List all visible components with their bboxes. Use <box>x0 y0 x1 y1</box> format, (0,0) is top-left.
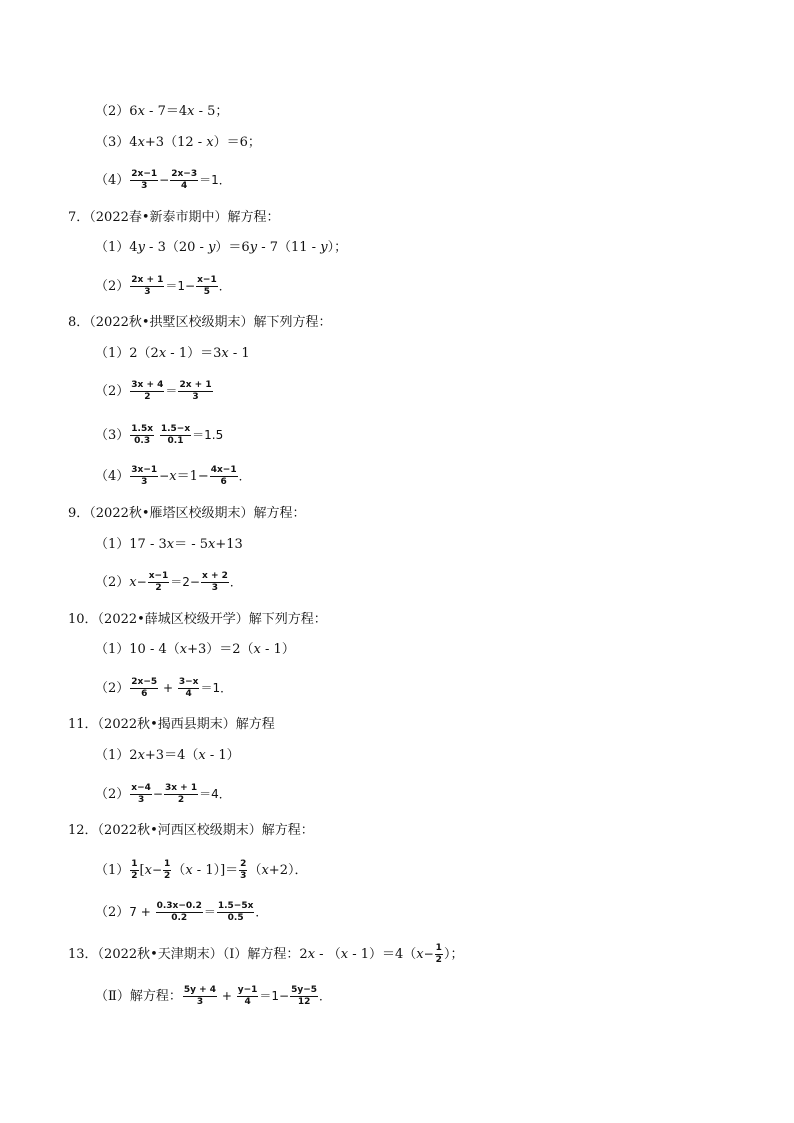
fraction-denominator: 0.3 <box>134 436 151 446</box>
fraction-numerator: 1 <box>164 859 171 869</box>
fraction-numerator: 1.5x <box>131 424 154 434</box>
math-text: 4 <box>129 135 138 150</box>
item-label: （2） <box>95 787 130 802</box>
fraction-numerator: x−1 <box>197 275 217 285</box>
math-variable: y <box>208 240 216 255</box>
math-text: ）； <box>327 240 348 255</box>
math-variable: x <box>416 947 424 962</box>
math-variable: x <box>137 748 145 763</box>
math-symbol <box>155 428 159 442</box>
math-symbol: − <box>159 469 170 483</box>
math-text: 13．（2022秋•天津期末）（Ⅰ）解方程：2 <box>68 947 308 962</box>
math-variable: y <box>320 240 328 255</box>
fraction <box>130 380 164 403</box>
fraction-numerator: 1.5−x <box>160 424 191 434</box>
math-symbol: + <box>159 681 177 695</box>
fraction <box>217 901 255 924</box>
fraction-numerator: 3x + 4 <box>131 380 164 390</box>
fraction-numerator: 0.3x−0.2 <box>156 901 202 911</box>
math-variable: x <box>179 642 188 657</box>
math-variable: x <box>144 863 152 878</box>
fraction-denominator: 4 <box>185 689 192 699</box>
fraction <box>178 677 200 700</box>
math-text: 4 <box>129 240 138 255</box>
math-text: - 1）]＝ <box>192 863 239 878</box>
fraction-denominator: 0.2 <box>171 913 188 923</box>
math-variable: x <box>206 135 214 150</box>
math-symbol: − <box>423 947 434 961</box>
math-text: 2 <box>129 748 138 763</box>
math-variable: x <box>187 104 195 119</box>
equation-item <box>95 423 223 448</box>
math-symbol: ＝1.5 <box>192 428 224 442</box>
math-text: [ <box>139 863 145 878</box>
equation-item <box>95 858 307 883</box>
fraction-denominator: 6 <box>141 689 148 699</box>
math-text: - 1） <box>260 642 295 657</box>
math-symbol: − <box>151 863 163 877</box>
fraction-denominator: 3 <box>141 477 148 487</box>
equation-item <box>95 464 251 489</box>
item-label: （2） <box>95 905 130 920</box>
equation-item <box>95 984 331 1009</box>
math-text: （ <box>172 863 186 878</box>
fraction-denominator: 0.5 <box>227 913 244 923</box>
math-symbol: ＝ <box>165 384 178 398</box>
math-variable: x <box>208 537 216 552</box>
math-symbol: ＝2− <box>170 575 200 589</box>
fraction <box>210 465 238 488</box>
fraction <box>130 424 154 447</box>
fraction-numerator: 5y + 4 <box>183 985 217 995</box>
equation-item <box>95 900 267 925</box>
math-variable: x <box>253 642 261 657</box>
fraction-denominator: 4 <box>244 997 251 1007</box>
fraction-denominator: 2 <box>155 583 162 593</box>
math-symbol: 7 + <box>129 905 155 919</box>
item-label: （1） <box>95 240 130 255</box>
fraction-denominator: 0.1 <box>167 436 184 446</box>
math-text: ）＝6 <box>215 240 250 255</box>
item-label: （1） <box>95 537 130 552</box>
math-symbol: − <box>159 173 170 187</box>
math-text: 10 - 4（ <box>129 642 180 657</box>
math-symbol: ＝ <box>203 905 216 919</box>
fraction-numerator: 3−x <box>178 677 199 687</box>
math-symbol: ． <box>255 905 268 919</box>
problem-heading: 11．（2022秋•揭西县期末）解方程 <box>68 717 275 732</box>
equation-item <box>95 782 231 807</box>
fraction-numerator: 2x + 1 <box>131 275 164 285</box>
fraction <box>196 275 218 298</box>
fraction <box>130 677 158 700</box>
fraction <box>163 859 171 882</box>
math-text: - 1）＝3 <box>166 346 222 361</box>
fraction-numerator: 2x−5 <box>131 677 158 687</box>
fraction <box>164 783 198 806</box>
item-label: （4） <box>95 469 130 484</box>
fraction <box>435 943 443 966</box>
math-text: - 1）＝4（ <box>348 947 417 962</box>
math-symbol: ＝1． <box>199 173 231 187</box>
problem-heading: 10．（2022•薛城区校级开学）解下列方程： <box>68 612 327 627</box>
fraction-numerator: 5y−5 <box>291 985 318 995</box>
math-text: ＝1− <box>176 469 209 484</box>
fraction-denominator: 3 <box>192 392 199 402</box>
fraction-denominator: 3 <box>240 871 247 881</box>
fraction-numerator: 1.5−5x <box>217 901 254 911</box>
fraction <box>130 465 158 488</box>
problem-heading <box>68 942 463 967</box>
fraction-denominator: 3 <box>144 287 151 297</box>
fraction <box>237 985 259 1008</box>
math-symbol: − <box>152 787 163 801</box>
fraction-denominator: 2 <box>177 795 185 805</box>
math-text: - 1 <box>228 346 250 361</box>
problem-heading: 8．（2022秋•拱墅区校级期末）解下列方程： <box>68 315 332 330</box>
math-variable: x <box>261 863 269 878</box>
item-label: （2） <box>95 279 130 294</box>
fraction-numerator: 1 <box>131 859 138 869</box>
fraction-denominator: 2 <box>435 955 442 965</box>
math-text: +3）＝2（ <box>187 642 254 657</box>
fraction <box>201 571 229 594</box>
fraction <box>160 424 191 447</box>
fraction-numerator: 1 <box>435 943 442 953</box>
math-text: ）＝6； <box>213 135 261 150</box>
fraction <box>156 901 203 924</box>
fraction <box>239 859 247 882</box>
item-label: （3） <box>95 135 130 150</box>
problem-heading: 7．（2022春•新泰市期中）解方程： <box>68 210 280 225</box>
math-text: - 3（20 - <box>144 240 209 255</box>
math-text: （ <box>248 863 262 878</box>
item-label: （4） <box>95 173 130 188</box>
math-text: - 7（11 - <box>257 240 321 255</box>
item-label: （2） <box>95 384 130 399</box>
math-symbol: + <box>218 989 236 1003</box>
math-variable: x <box>221 346 229 361</box>
fraction-denominator: 2 <box>144 392 151 402</box>
math-variable: x <box>307 947 316 962</box>
math-variable: x <box>198 748 206 763</box>
item-label: （1） <box>95 748 130 763</box>
item-label: （2） <box>95 575 130 590</box>
fraction <box>290 985 318 1008</box>
equation-item <box>95 570 242 595</box>
fraction-denominator: 3 <box>196 997 204 1007</box>
math-symbol: ＝1− <box>259 989 290 1003</box>
fraction-numerator: 4x−1 <box>210 465 237 475</box>
math-text: 2（2 <box>129 346 159 361</box>
math-text: ＝ - 5 <box>174 537 209 552</box>
fraction-denominator: 4 <box>181 181 188 191</box>
fraction-numerator: 3x + 1 <box>164 783 198 793</box>
math-text: 6 <box>129 104 138 119</box>
equation-item <box>95 642 295 658</box>
fraction <box>130 859 138 882</box>
fraction-denominator: 6 <box>220 477 227 487</box>
fraction-denominator: 2 <box>131 871 138 881</box>
math-text: - 1） <box>205 748 240 763</box>
equation-item <box>95 748 240 764</box>
fraction-denominator: 3 <box>141 181 148 191</box>
math-variable: x <box>137 135 145 150</box>
fraction-numerator: x + 2 <box>202 571 228 581</box>
math-text: +2）． <box>268 863 308 878</box>
equation-item <box>95 346 250 362</box>
math-symbol: ＝4． <box>199 787 231 801</box>
fraction-numerator: 2x−1 <box>131 169 158 179</box>
math-symbol: ． <box>218 279 231 293</box>
fraction-numerator: x−4 <box>131 783 151 793</box>
math-symbol: ． <box>319 989 332 1003</box>
math-variable: x <box>137 104 145 119</box>
math-text: +3＝4（ <box>144 748 199 763</box>
math-variable: y <box>137 240 145 255</box>
item-label: （1） <box>95 346 130 361</box>
problem-heading: 9．（2022秋•雁塔区校级期末）解方程： <box>68 506 306 521</box>
item-label: （1） <box>95 863 130 878</box>
math-text: +13 <box>215 537 243 552</box>
fraction-denominator: 5 <box>203 287 211 297</box>
fraction <box>130 275 164 298</box>
fraction-denominator: 3 <box>211 583 219 593</box>
fraction-denominator: 3 <box>137 795 145 805</box>
equation-item <box>95 274 231 299</box>
fraction-numerator: 2x−3 <box>171 169 198 179</box>
fraction-numerator: y−1 <box>237 985 258 995</box>
math-text: - 5； <box>194 104 229 119</box>
problem-heading: 12．（2022秋•河西区校级期末）解方程： <box>68 823 314 838</box>
fraction-numerator: 2x + 1 <box>179 380 212 390</box>
equation-item <box>95 168 231 193</box>
equation-item <box>95 240 347 256</box>
fraction <box>183 985 217 1008</box>
fraction <box>148 571 170 594</box>
math-text: - （ <box>315 947 341 962</box>
fraction <box>130 169 158 192</box>
math-variable: x <box>340 947 349 962</box>
math-variable: y <box>249 240 258 255</box>
equation-item <box>95 135 261 151</box>
math-variable: x <box>166 537 175 552</box>
fraction <box>130 783 152 806</box>
math-variable: x <box>185 863 193 878</box>
math-symbol: ． <box>229 575 242 589</box>
item-label: （2） <box>95 104 130 119</box>
fraction <box>170 169 198 192</box>
math-variable: x <box>129 575 137 590</box>
math-symbol: − <box>136 575 147 589</box>
math-symbol: ＝1． <box>200 681 233 695</box>
math-variable: x <box>169 469 177 484</box>
math-variable: x <box>158 346 167 361</box>
math-symbol: ． <box>238 469 251 483</box>
equation-item <box>95 104 228 120</box>
fraction-numerator: x−1 <box>148 571 169 581</box>
item-label: （1） <box>95 642 130 657</box>
item-label: （Ⅱ）解方程： <box>95 989 182 1004</box>
item-label: （3） <box>95 428 130 443</box>
fraction-numerator: 2 <box>240 859 247 869</box>
math-text: ）； <box>443 947 464 962</box>
fraction-denominator: 2 <box>164 871 171 881</box>
equation-item <box>95 379 214 404</box>
fraction-numerator: 3x−1 <box>131 465 158 475</box>
math-text: - 7＝4 <box>144 104 188 119</box>
math-symbol: ＝1− <box>165 279 196 293</box>
fraction <box>178 380 212 403</box>
item-label: （2） <box>95 681 130 696</box>
equation-item <box>95 676 232 701</box>
math-text: 17 - 3 <box>129 537 167 552</box>
equation-item <box>95 537 243 553</box>
math-text: +3（12 - <box>144 135 207 150</box>
fraction-denominator: 12 <box>297 997 311 1007</box>
